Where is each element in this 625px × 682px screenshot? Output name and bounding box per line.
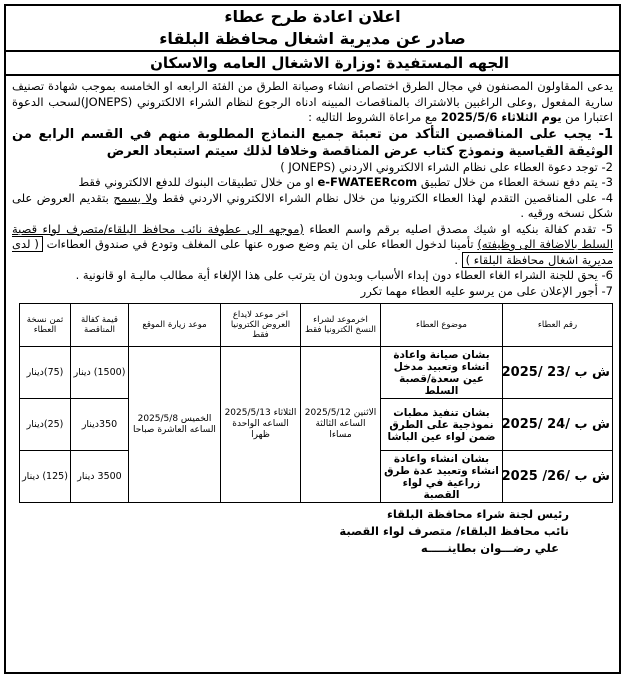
- opening-date: يوم الثلاثاء 2025/5/6: [440, 110, 562, 124]
- copy-price: (75)دينار: [20, 347, 71, 399]
- condition-6: 6- يحق للجنة الشراء الغاء العطاء دون إبداء الأسباب وبدون ان يترتب على هذا الإلغاء أية مطالب ماليـة او قانونية .: [75, 268, 613, 282]
- tender-subject: بشان تنفيذ مطبات نموذجية على الطرق ضمن لواء عين الباشا: [381, 399, 503, 451]
- col-last-purchase: اخرموعد لشراء النسخ الكترونيا فقط: [301, 304, 381, 347]
- announcement-body: [6, 76, 619, 299]
- col-site-visit: موعد زيارة الموقع: [129, 304, 221, 347]
- table-row: [20, 347, 613, 399]
- tender-number: ش ب /24 /2025: [503, 399, 613, 451]
- last-purchase-date: الاثنين 2025/5/12 الساعه الثالثة مساءا: [301, 347, 381, 503]
- announcement-title: اعلان اعادة طرح عطاء: [224, 7, 401, 26]
- payment-app-name: e-FWATEERcom: [317, 175, 418, 189]
- signature-block: [6, 506, 619, 557]
- tender-announcement: [4, 4, 621, 674]
- beneficiary-line: الجهه المستفيدة :وزارة الاشغال العامه والاسكان: [6, 50, 619, 74]
- condition-4: 4- على المناقصين التقدم لهذا العطاء الكترونيا من خلال نظام الشراء الالكتروني الاردني فقط ولا يسمح بتقديم العروض على شكل نسخه ورقيه .: [12, 190, 614, 220]
- table-header-row: [20, 304, 613, 347]
- tender-number: ش ب /26/ 2025: [503, 451, 613, 503]
- condition-3: 3- يتم دفع نسخة العطاء من خلال تطبيق e-FWATEERcom او من خلال تطبيقات البنوك للدفع الالكتروني فقط: [78, 175, 613, 189]
- col-copy-price: ثمن نسخة العطاء: [20, 304, 71, 347]
- signature-position: نائب محافظ البلقاء/ متصرف لواء القصبة: [339, 524, 569, 538]
- site-visit-date: الخميس 2025/5/8 الساعه العاشرة صباحا: [129, 347, 221, 503]
- bond-value: 3500 دينار: [71, 451, 129, 503]
- tender-subject: بشان انشاء واعادة انشاء وتعبيد عدة طرق زراعية في لواء القصبة: [381, 451, 503, 503]
- intro-paragraph: يدعى المقاولون المصنفون في مجال الطرق اختصاص انشاء وصيانة الطرق من الفئة الرابعه او الخامسه بموجب شهادة تصنيف سارية المفعول ,وعلى الراغبين بالاشتراك بالمناقصات المبينه ادناه الرجوع لنظام الشراء الالكتروني (JONEPS)لسحب الدعوة اعتبارا من يوم الثلاثاء 2025/5/6 مع مراعاة الشروط التاليه :: [12, 79, 613, 124]
- col-bond: قيمة كفالة المناقصة: [71, 304, 129, 347]
- condition-2: 2- توجد دعوة العطاء على نظام الشراء الالكتروني الاردني (JONEPS ): [280, 159, 613, 174]
- copy-price: (25)دينار: [20, 399, 71, 451]
- copy-price: (125) دينار: [20, 451, 71, 503]
- col-tender-no: رقم العطاء: [503, 304, 613, 347]
- signature-title: رئيس لجنة شراء محافظة البلقاء: [386, 507, 569, 521]
- col-subject: موضوع العطاء: [381, 304, 503, 347]
- bond-value: (1500) دينار: [71, 347, 129, 399]
- condition-1: 1- يجب على المناقصين التأكد من تعبئة جميع النماذج المطلوبة منهم في القسم الرابع من الوثيقة القياسية ونموذج كتاب عرض المناقصة وخلافا لذلك سيتم استبعاد العرض: [12, 126, 613, 159]
- bond-value: 350دينار: [71, 399, 129, 451]
- signature-name: علي رضـــوان بطاينـــــه: [420, 541, 559, 555]
- tender-number: ش ب /23 /2025: [503, 347, 613, 399]
- announcement-header: [6, 6, 619, 76]
- last-submit-date: الثلاثاء 2025/5/13 الساعه الواحدة ظهرا: [221, 347, 301, 503]
- tender-subject: بشان صيانة واعادة انشاء وتعبيد مدخل عين سعدة/قصبة السلط: [381, 347, 503, 399]
- issuer-line: صادر عن مديرية اشغال محافظة البلقاء: [159, 29, 466, 48]
- col-last-submit: اخر موعد لايداع العروض الكترونيا فقط: [221, 304, 301, 347]
- condition-7: 7- أجور الإعلان على من يرسو عليه العطاء مهما تكرر: [360, 283, 613, 298]
- tenders-table: [19, 303, 613, 503]
- condition-5: 5- تقدم كفالة بنكيه او شيك مصدق اصليه برقم واسم العطاء (موجهه الى عطوفة نائب محافظ البلقاء/متصرف لواء قصبة السلط بالاضافة الى وظيفته) تأمينا لدخول العطاء على ان يتم وضع صوره عنها على المغلف وتودع في صندوق العطاءات ( لدى مديرية اشغال محافظة البلقاء ) .: [12, 221, 614, 267]
